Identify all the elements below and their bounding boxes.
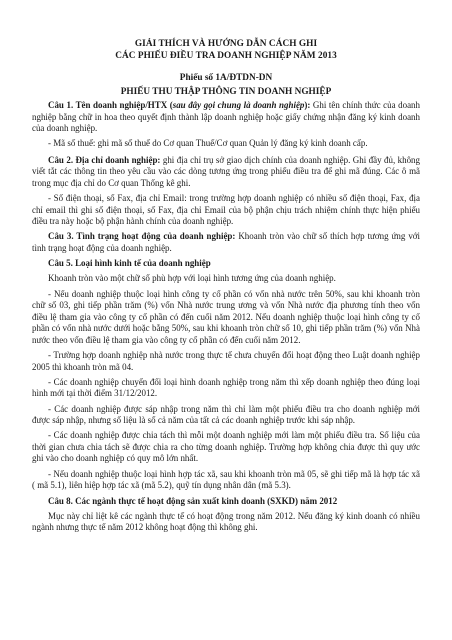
section-5-note-conversion: - Các doanh nghiệp chuyển đổi loại hình doanh nghiệp trong năm thì xếp doanh nghiệp theo đúng loại hình mới tại thời điểm 31/12/2012. xyxy=(32,376,420,399)
section-8-text: Mục này chỉ liệt kê các ngành thực tế có hoạt động trong năm 2012. Nếu đăng ký kinh doanh có nhiều ngành nhưng thực tế năm 2012 không hoạt động thì không ghi. xyxy=(32,510,420,533)
section-5-instruction: Khoanh tròn vào một chữ số phù hợp với loại hình tương ứng của doanh nghiệp. xyxy=(48,273,336,284)
section-2-text: ghi địa chỉ trụ sở giao dịch chính của doanh nghiệp. Ghi đầy đủ, không viết tắt các thông tin theo yêu cầu vào các dòng tương ứng trong phiếu điều tra để ghi mã đúng. Các ô mã trong mục địa chỉ do Cơ quan Thống kê ghi. xyxy=(32,154,420,188)
contact-info-note: - Số điện thoại, số Fax, địa chỉ Email: trong trường hợp doanh nghiệp có nhiều số điện thoại, Fax, địa chỉ email thì ghi số điện thoại, số Fax, địa chỉ Email của bộ phận chịu trách nhiệm chính thực hiện phiếu điều tra này hoặc bộ phận hành chính của doanh nghiệp. xyxy=(32,193,420,227)
section-3-text: Khoanh tròn vào chữ số thích hợp tương ứng với tình trạng hoạt động của doanh nghiệp. xyxy=(32,231,420,253)
section-8-heading: Câu 8. Các ngành thực tế hoạt động sản xuất kinh doanh (SXKD) năm 2012 xyxy=(48,495,338,506)
section-5-note-merger: - Các doanh nghiệp được sáp nhập trong năm thì chỉ làm một phiếu điều tra cho doanh nghiệp mới được sáp nhập, nhưng số liệu là số cả năm của tất cả các doanh nghiệp trước khi sáp nhập. xyxy=(32,403,420,426)
section-1-heading: Câu 1. Tên doanh nghiệp/HTX ( xyxy=(48,100,173,110)
form-name: PHIẾU THU THẬP THÔNG TIN DOANH NGHIỆP xyxy=(120,86,332,97)
tax-code-note: - Mã số thuế: ghi mã số thuế do Cơ quan Thuế/Cơ quan Quản lý đăng ký kinh doanh cấp. xyxy=(48,138,368,149)
section-5-heading: Câu 5. Loại hình kinh tế của doanh nghiệp xyxy=(48,258,211,269)
section-5-note-split: - Các doanh nghiệp được chia tách thì mỗi một doanh nghiệp mới làm một phiếu điều tra. Số liệu của thời gian chưa chia tách sẽ được chia ra cho từng doanh nghiệp. Trường hợp không chia được thì quy ước ghi vào cho doanh nghiệp có quy mô lớn nhất. xyxy=(32,430,420,464)
section-2-heading: Câu 2. Địa chỉ doanh nghiệp: xyxy=(48,154,161,165)
section-3-paragraph xyxy=(32,231,420,254)
section-5-heading-paragraph xyxy=(32,258,420,270)
document-title-line-1: GIẢI THÍCH VÀ HƯỚNG DẪN CÁCH GHI xyxy=(134,39,318,49)
section-1-paragraph xyxy=(32,100,420,135)
section-2-paragraph xyxy=(32,155,420,190)
document-title-line-2: CÁC PHIẾU ĐIỀU TRA DOANH NGHIỆP NĂM 2013 xyxy=(115,51,337,61)
section-1-text: Ghi tên chính thức của doanh nghiệp bằng chữ in hoa theo quyết định thành lập doanh nghiệp hoặc giấy chứng nhận đăng ký kinh doanh của doanh nghiệp. xyxy=(32,100,420,133)
section-8-heading-paragraph xyxy=(32,496,420,508)
section-5-note-cooperative: - Nếu doanh nghiệp thuộc loại hình hợp tác xã, sau khi khoanh tròn mã 05, sẽ ghi tiếp mã là hợp tác xã ( mã 5.1), liên hiệp hợp tác xã (mã 5.2), quỹ tín dụng nhân dân (mã 5.3). xyxy=(32,468,420,491)
section-5-note-state-enterprise: - Trường hợp doanh nghiệp nhà nước trong thực tế chưa chuyển đổi hoạt động theo Luật doanh nghiệp 2005 thì khoanh tròn mã 04. xyxy=(32,350,420,372)
section-1-heading-italic: sau đây gọi chung là doanh nghiệp xyxy=(172,100,305,110)
section-3-heading: Câu 3. Tình trạng hoạt động của doanh nghiệp: xyxy=(48,231,236,242)
section-1-heading-end: ): xyxy=(304,100,311,110)
section-5-note-joint-stock: - Nếu doanh nghiệp thuộc loại hình công ty cổ phần có vốn nhà nước trên 50%, sau khi khoanh tròn chữ số 03, ghi tiếp phần trăm (%) vốn Nhà nước trung ương và vốn Nhà nước địa phương tính theo vốn điều lệ tham gia vào công ty cổ phần có đến cuối năm 2012. Nếu doanh nghiệp thuộc loại hình công ty cổ phần có vốn nhà nước dưới hoặc bằng 50%, sau khi khoanh tròn chữ số 10, ghi tiếp phần trăm (%) vốn Nhà nước theo vốn điều lệ tham gia vào công ty cổ phần có đến cuối năm 2012. xyxy=(32,288,420,345)
form-code: Phiếu số 1A/ĐTDN-DN xyxy=(179,73,273,83)
